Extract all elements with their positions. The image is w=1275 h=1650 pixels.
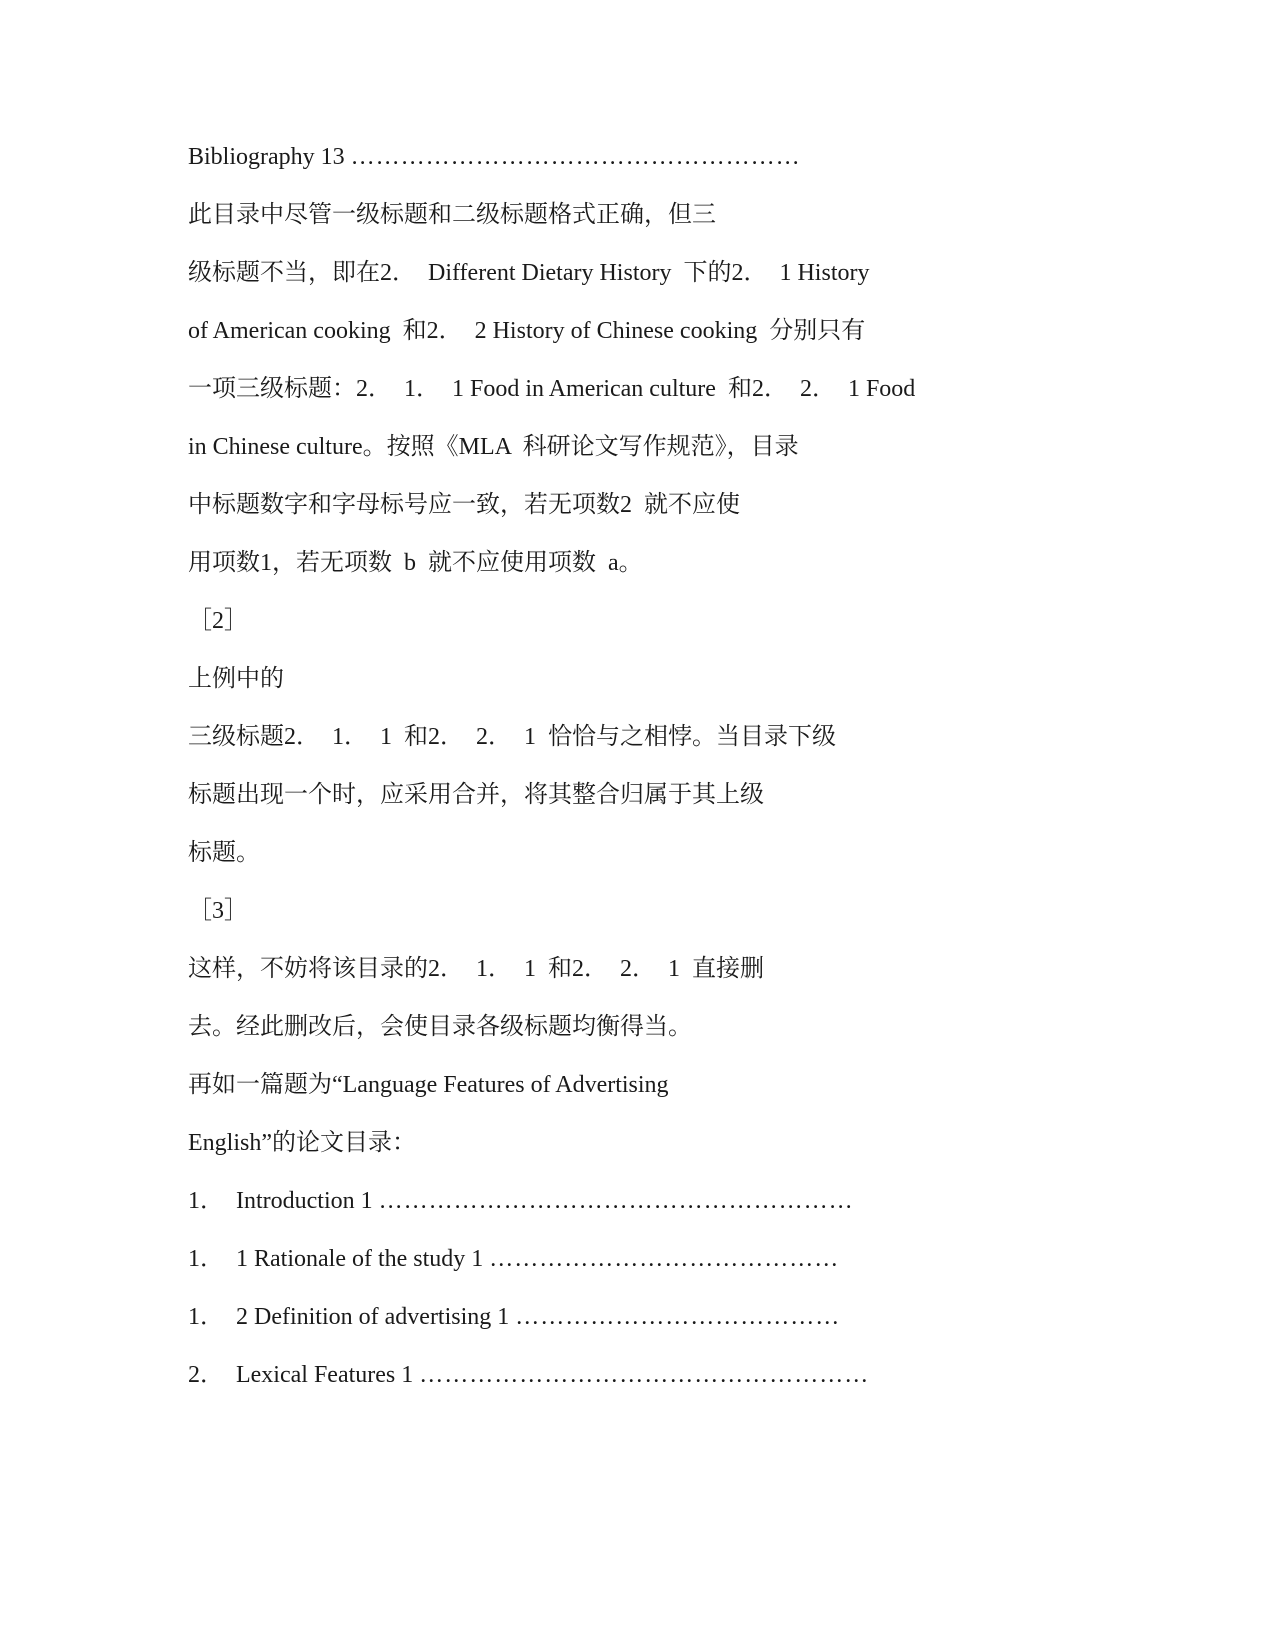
paragraph-line: 标题。	[188, 840, 260, 866]
paragraph-line: 用项数1，若无项数 b 就不应使用项数 a。	[188, 550, 643, 576]
paragraph-line: 上例中的	[188, 666, 284, 692]
toc-entry-definition: 1． 2 Definition of advertising 1 …………………………………	[188, 1304, 841, 1330]
paragraph-line: 去。经此删改后，会使目录各级标题均衡得当。	[188, 1014, 692, 1040]
leader-dots: …………………………………………………	[378, 1188, 854, 1214]
paragraph-line: in Chinese culture。按照《MLA 科研论文写作规范》，目录	[188, 434, 799, 460]
leader-dots: ………………………………………………	[419, 1362, 870, 1388]
leader-dots: …………………………………	[515, 1304, 841, 1330]
citation-marker: ［2］	[188, 608, 248, 634]
toc-entry-bibliography: Bibliography 13 ………………………………………………	[188, 144, 801, 170]
toc-entry-lexical-features: 2． Lexical Features 1 ………………………………………………	[188, 1362, 870, 1388]
paragraph-line: 三级标题2． 1． 1 和2． 2． 1 恰恰与之相悖。当目录下级	[188, 724, 836, 750]
paragraph-line: 级标题不当，即在2． Different Dietary History 下的2． 1 History	[188, 260, 870, 286]
paragraph-line: of American cooking 和2． 2 History of Chinese cooking 分别只有	[188, 318, 866, 344]
paragraph-line: 标题出现一个时，应采用合并，将其整合归属于其上级	[188, 782, 764, 808]
paragraph-line: 这样，不妨将该目录的2． 1． 1 和2． 2． 1 直接删	[188, 956, 764, 982]
leader-dots: ……………………………………	[489, 1246, 840, 1272]
paragraph-line: 再如一篇题为“Language Features of Advertising	[188, 1072, 669, 1098]
citation-marker: ［3］	[188, 898, 248, 924]
paragraph-line: 此目录中尽管一级标题和二级标题格式正确，但三	[188, 202, 716, 228]
leader-dots: ………………………………………………	[350, 144, 801, 170]
toc-entry-rationale: 1． 1 Rationale of the study 1 ……………………………………	[188, 1246, 840, 1272]
paragraph-line: 一项三级标题：2． 1． 1 Food in American culture 和2． 2． 1 Food	[188, 376, 916, 402]
paragraph-line: 中标题数字和字母标号应一致，若无项数2 就不应使	[188, 492, 740, 518]
toc-entry-introduction: 1． Introduction 1 …………………………………………………	[188, 1188, 854, 1214]
paragraph-line: English”的论文目录：	[188, 1130, 416, 1156]
